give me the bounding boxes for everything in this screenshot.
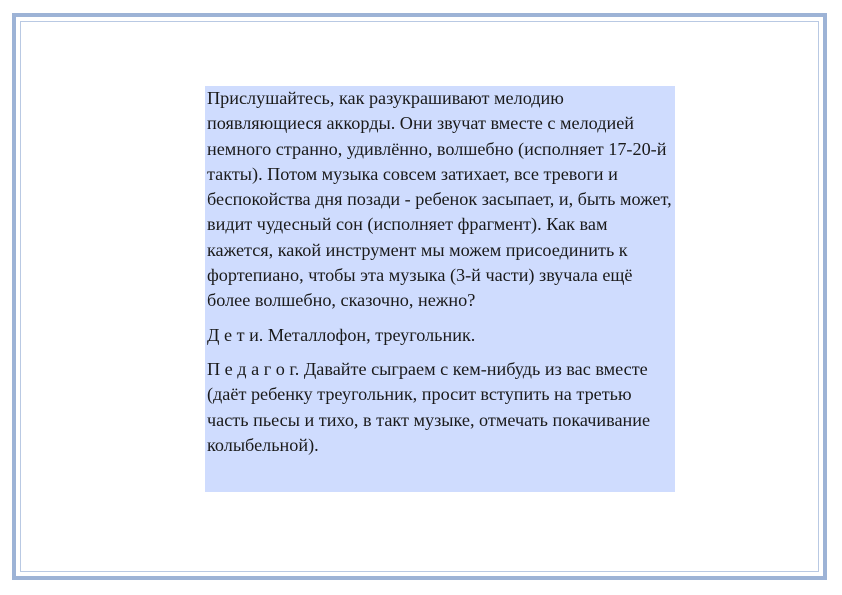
paragraph-teacher-reply <box>207 357 675 458</box>
teacher-reply-text: Давайте сыграем с кем-нибудь из вас вместе (даёт ребенку треугольник, просит вступить на третью часть пьесы и тихо, в такт музыке, отмечать покачивание колыбельной). <box>207 358 651 455</box>
speaker-children: Д е т и. <box>207 324 264 345</box>
paragraph-narration <box>207 86 675 314</box>
speaker-teacher: П е д а г о г. <box>207 358 300 379</box>
paragraph-children-reply <box>207 323 675 348</box>
narration-text: Прислушайтесь, как разукрашивают мелодию появляющиеся аккорды. Они звучат вместе с мелодией немного странно, удивлённо, волшебно (исполняет 17-20-й такты). Потом музыка совсем затихает, все тревоги и беспокойства дня позади - ребенок засыпает, и, быть может, видит чудесный сон (исполняет фрагмент). Как вам кажется, какой инструмент мы можем присоединить к фортепиано, чтобы эта музыка (3-й части) звучала ещё более волшебно, сказочно, нежно? <box>207 88 672 311</box>
text-block <box>205 86 675 492</box>
children-reply-text: Металлофон, треугольник. <box>263 324 476 345</box>
